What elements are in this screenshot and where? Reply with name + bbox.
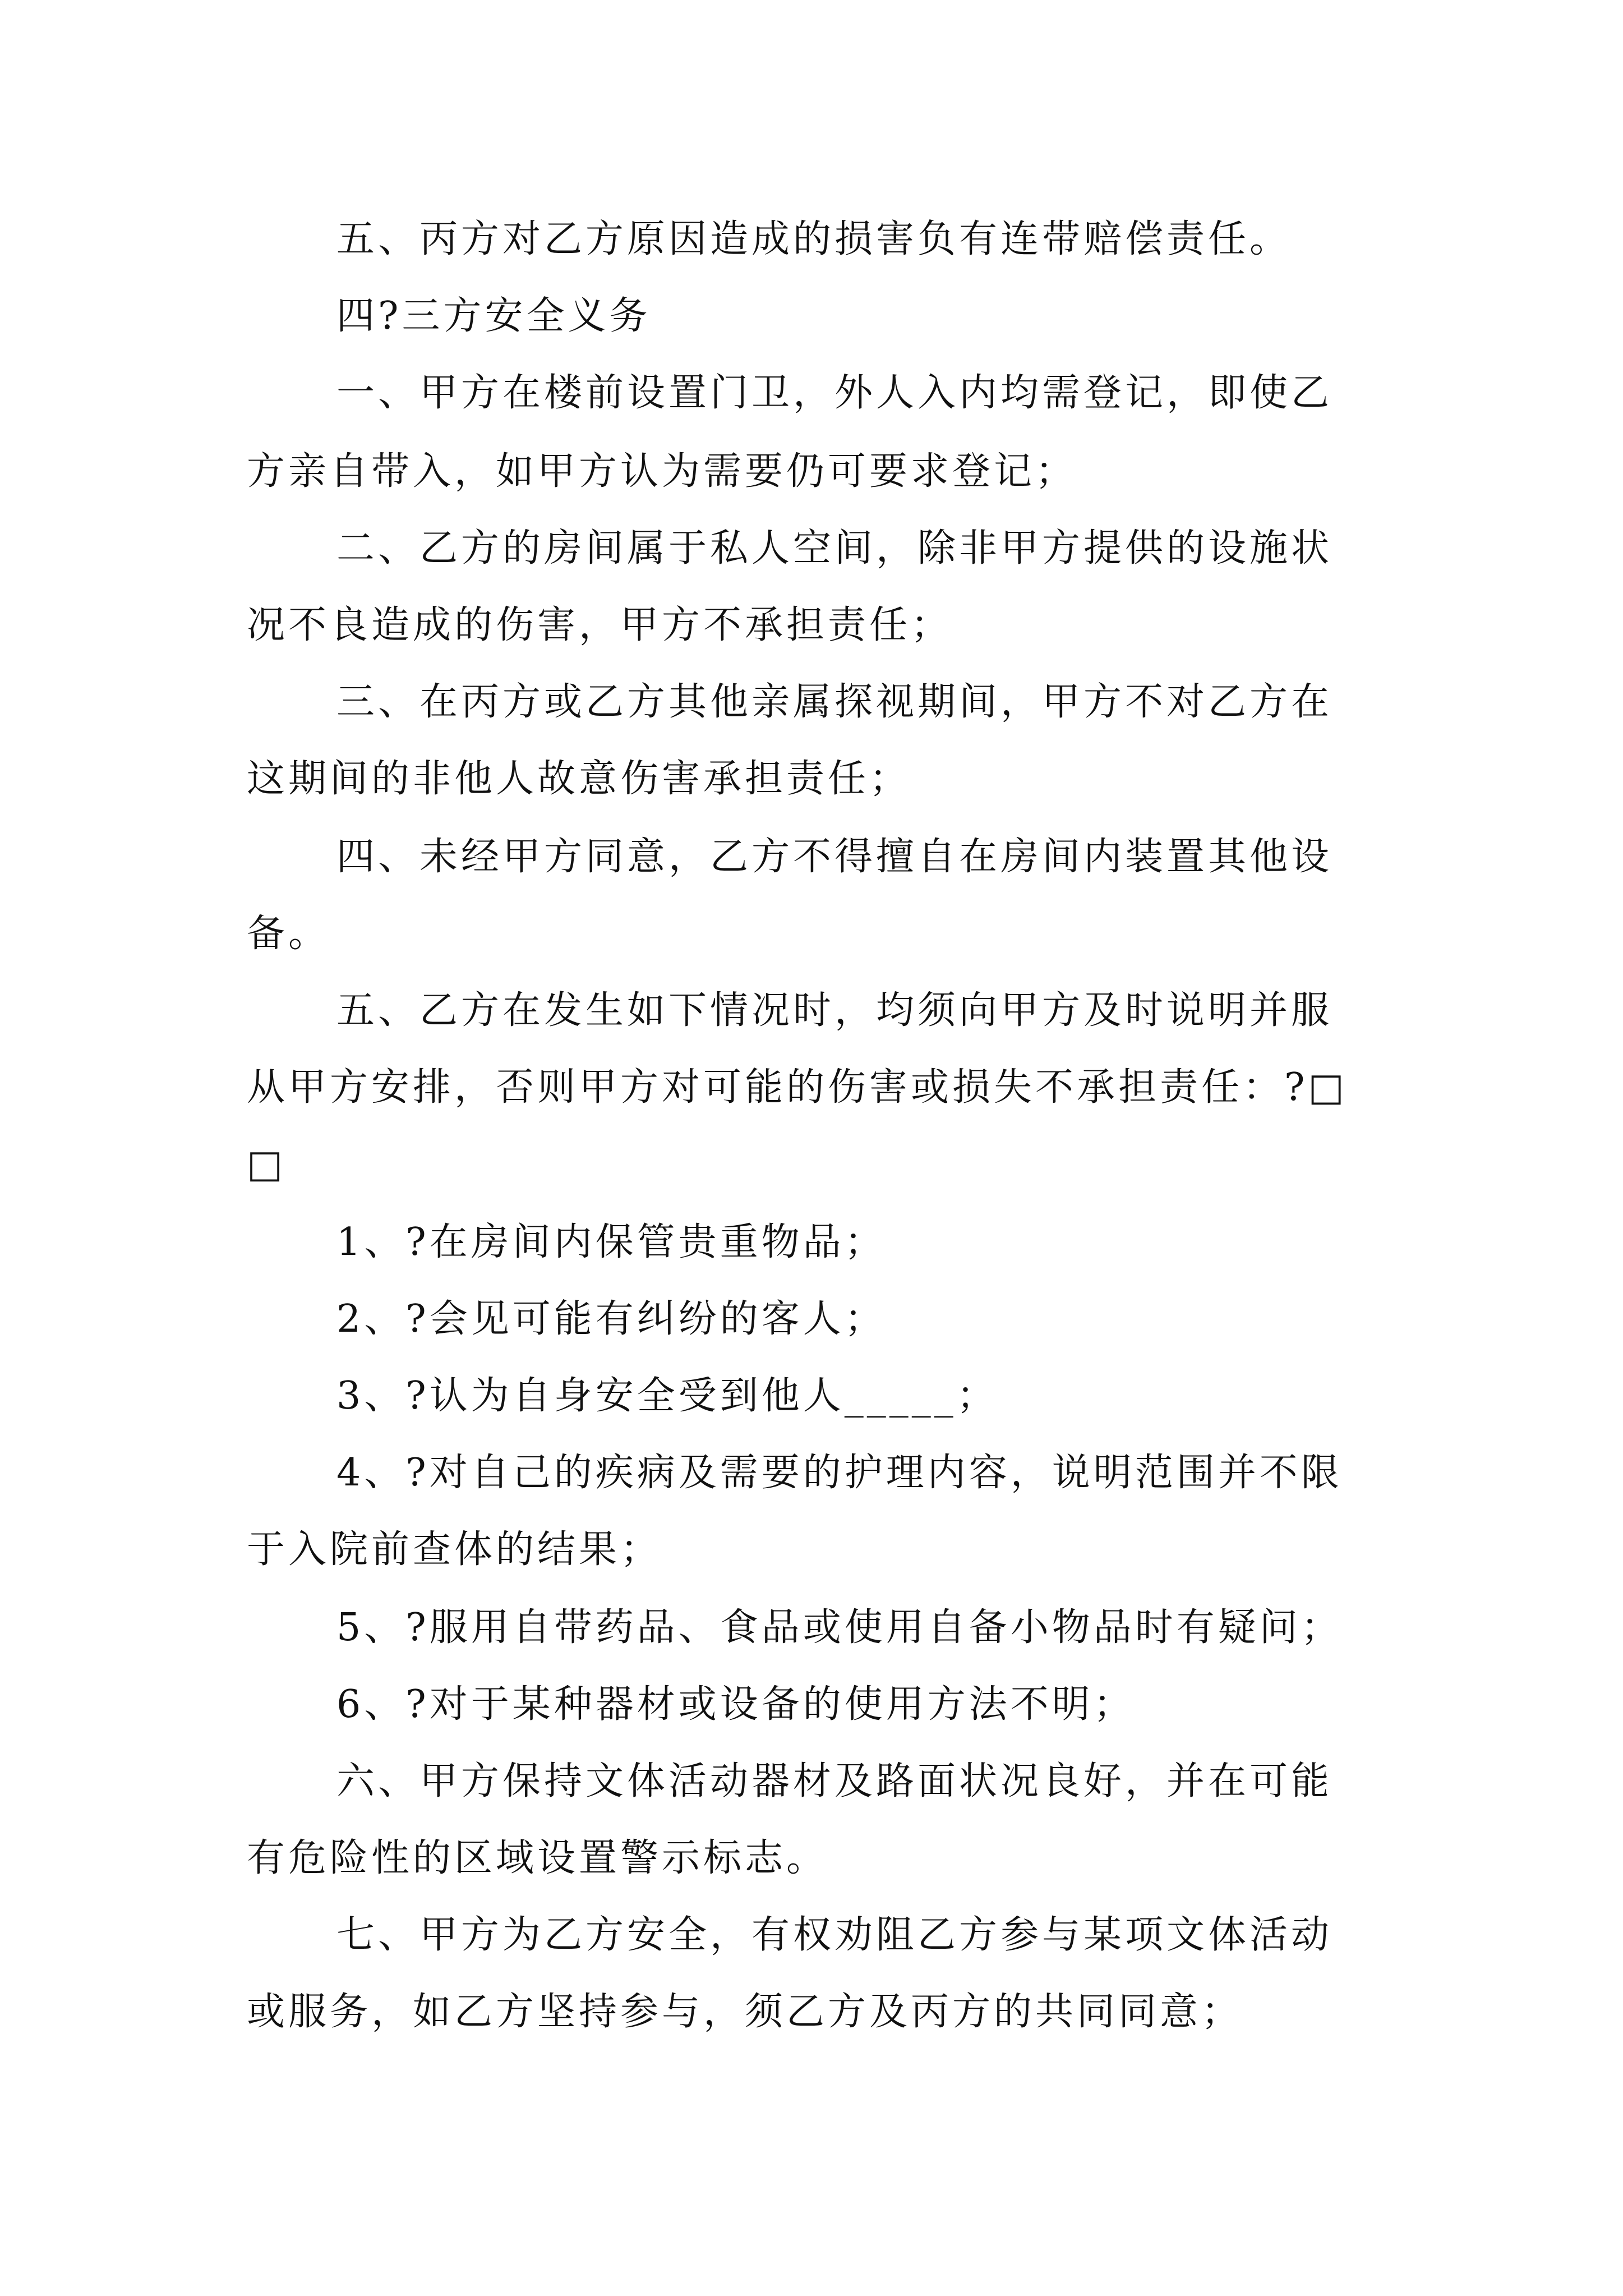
list-item: 1、?在房间内保管贵重物品； xyxy=(336,1220,886,1264)
text-line: 五、乙方在发生如下情况时，均须向甲方及时说明并服 xyxy=(336,988,1333,1033)
text-line: 七、甲方为乙方安全，有权劝阻乙方参与某项文体活动 xyxy=(336,1913,1333,1957)
text-line: 三、在丙方或乙方其他亲属探视期间，甲方不对乙方在 xyxy=(336,680,1333,724)
text-line: 六、甲方保持文体活动器材及路面状况良好，并在可能 xyxy=(336,1759,1333,1803)
section-heading: 四?三方安全义务 xyxy=(336,294,651,338)
list-item: 6、?对于某种器材或设备的使用方法不明； xyxy=(336,1682,1135,1727)
list-item: 4、?对自己的疾病及需要的护理内容，说明范围并不限 xyxy=(336,1451,1343,1495)
text-line: 五、丙方对乙方原因造成的损害负有连带赔偿责任。 xyxy=(336,217,1292,261)
text-line: 这期间的非他人故意伤害承担责任； xyxy=(247,757,911,801)
list-item: 3、?认为自身安全受到他人_____； xyxy=(336,1374,998,1418)
text-line: 方亲自带入，如甲方认为需要仍可要求登记； xyxy=(247,449,1077,494)
text-line: 四、未经甲方同意，乙方不得擅自在房间内装置其他设 xyxy=(336,835,1333,879)
text-line: 况不良造成的伤害，甲方不承担责任； xyxy=(247,603,953,647)
text-line: □ xyxy=(247,1142,287,1186)
list-item: 2、?会见可能有纠纷的客人； xyxy=(336,1297,886,1341)
text-line: 于入院前查体的结果； xyxy=(247,1527,662,1572)
list-item: 5、?服用自带药品、食品或使用自备小物品时有疑问； xyxy=(336,1605,1343,1650)
text-line: 从甲方安排，否则甲方对可能的伤害或损失不承担责任：?□ xyxy=(247,1065,1348,1110)
text-line: 二、乙方的房间属于私人空间，除非甲方提供的设施状 xyxy=(336,526,1333,570)
text-line: 一、甲方在楼前设置门卫，外人入内均需登记，即使乙 xyxy=(336,371,1333,415)
text-line: 备。 xyxy=(247,912,330,956)
text-line: 或服务，如乙方坚持参与，须乙方及丙方的共同同意； xyxy=(247,1990,1243,2034)
text-line: 有危险性的区域设置警示标志。 xyxy=(247,1836,828,1880)
